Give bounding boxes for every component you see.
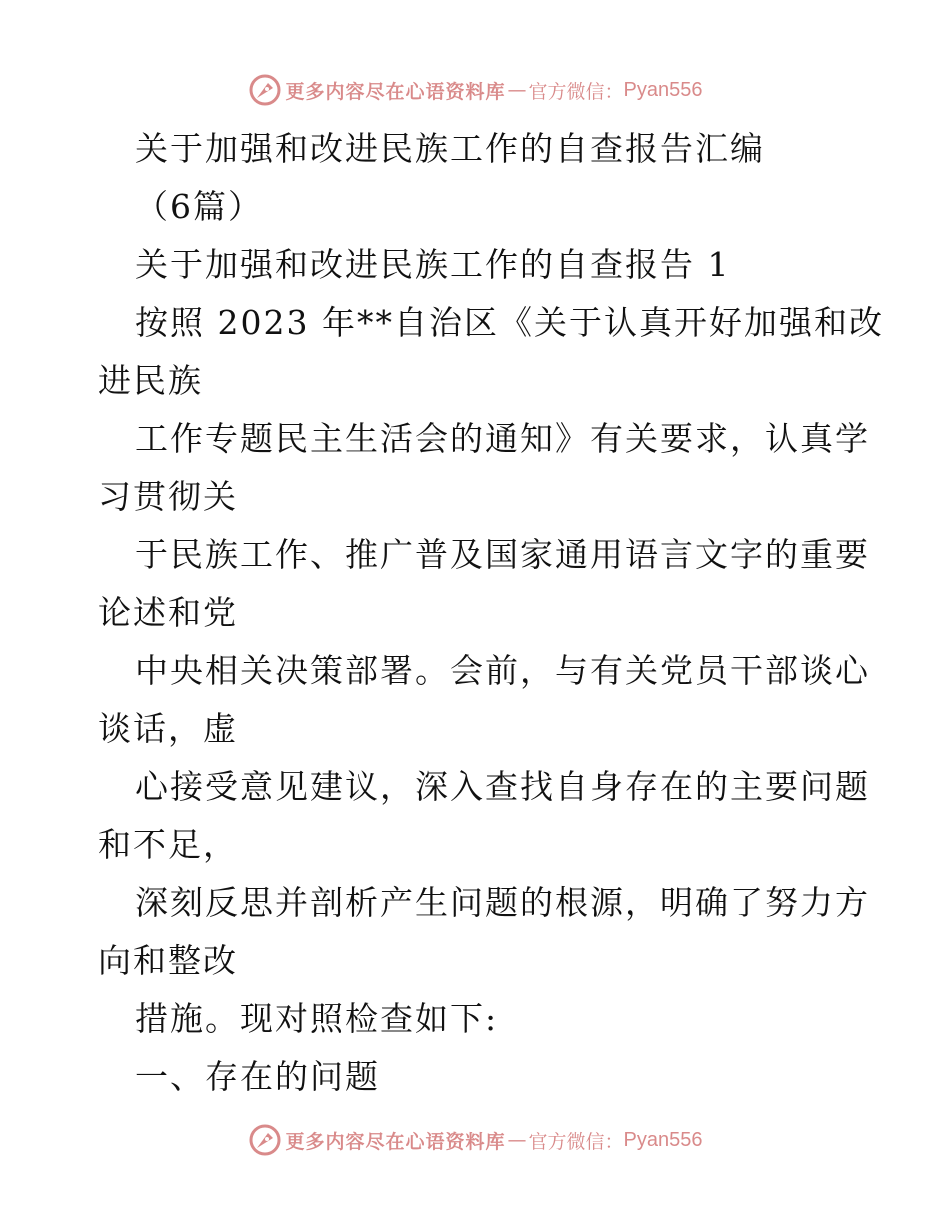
paragraph-line: 习贯彻关 (98, 477, 238, 516)
paragraph-line: 论述和党 (98, 593, 238, 632)
site-promo-text: 更多内容尽在心语资料库 (285, 1130, 506, 1153)
paragraph-line: 深刻反思并剖析产生问题的根源，明确了努力方 (135, 883, 870, 922)
paragraph-line: 心接受意见建议，深入查找自身存在的主要问题 (135, 767, 870, 806)
section-heading: 关于加强和改进民族工作的自查报告 1 (135, 245, 731, 284)
pen-nib-logo-icon (248, 73, 282, 107)
paragraph-line: 按照 2023 年**自治区《关于认真开好加强和改 (135, 303, 884, 342)
paragraph-line: 谈话，虚 (98, 709, 238, 748)
footer-banner (0, 1120, 950, 1160)
section-heading: 一、存在的问题 (135, 1057, 380, 1096)
wechat-id: Pyan556 (623, 78, 703, 101)
paragraph-line: 措施。现对照检查如下: (135, 999, 499, 1038)
banner-separator: — (507, 1129, 527, 1151)
wechat-id: Pyan556 (623, 1128, 703, 1151)
paragraph-line: 和不足， (98, 825, 238, 864)
document-body (0, 120, 950, 1106)
wechat-label: 官方微信： (528, 80, 624, 103)
paragraph-line: 工作专题民主生活会的通知》有关要求，认真学 (135, 419, 870, 458)
header-banner (0, 70, 950, 110)
paragraph-line: 向和整改 (98, 941, 238, 980)
paragraph-line: 于民族工作、推广普及国家通用语言文字的重要 (135, 535, 870, 574)
paragraph-line: 中央相关决策部署。会前，与有关党员干部谈心 (135, 651, 870, 690)
document-title: 关于加强和改进民族工作的自查报告汇编 (135, 129, 765, 168)
pen-nib-logo-icon (248, 1123, 282, 1157)
paragraph-line: 进民族 (98, 361, 203, 400)
banner-separator: — (507, 79, 527, 101)
document-subtitle: （6篇） (135, 187, 263, 226)
wechat-label: 官方微信： (528, 1130, 624, 1153)
site-promo-text: 更多内容尽在心语资料库 (285, 80, 506, 103)
